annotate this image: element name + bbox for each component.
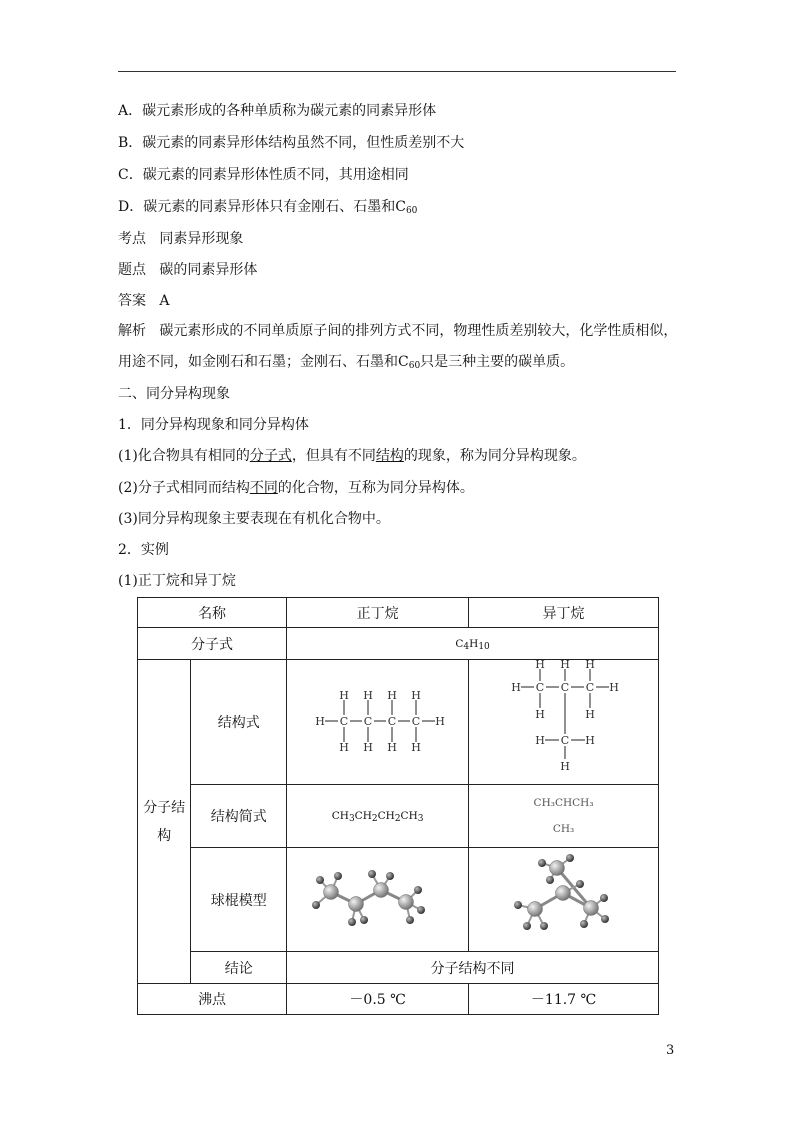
answer: 答案 A <box>118 293 170 309</box>
isobutane-structural-formula <box>469 660 659 785</box>
isobutane-ball-stick <box>469 848 659 952</box>
n-butane-ball-stick-model <box>298 850 458 945</box>
h-atom: H <box>534 660 545 671</box>
h-atom: H <box>314 715 325 728</box>
c-atom: C <box>363 715 372 728</box>
row-label-conclusion: 结论 <box>191 952 287 984</box>
hydrogen-ball <box>523 922 531 930</box>
carbon-ball <box>549 861 564 876</box>
comparison-table <box>137 597 659 1015</box>
h-atom: H <box>386 741 397 754</box>
hydrogen-ball <box>414 886 422 894</box>
h-atom: H <box>608 681 619 694</box>
hydrogen-ball <box>360 916 368 924</box>
hydrogen-ball <box>546 876 554 884</box>
page-number: 3 <box>666 1043 675 1058</box>
subsection-2: 2．实例 <box>118 542 169 558</box>
hydrogen-ball <box>580 920 588 928</box>
h-atom: H <box>362 689 373 702</box>
h-atom: H <box>584 734 595 747</box>
subsection-1: 1．同分异构现象和同分异构体 <box>118 417 309 433</box>
carbon-ball <box>555 886 570 901</box>
option-a: A．碳元素形成的各种单质称为碳元素的同素异形体 <box>118 103 437 119</box>
n-butane-ball-stick <box>287 848 469 952</box>
isobutane-condensed: CH₃CHCH₃ CH₃ <box>469 785 659 848</box>
group-label-structure: 分子结构 <box>138 660 191 984</box>
hydrogen-ball <box>538 859 546 867</box>
h-atom: H <box>510 681 521 694</box>
analysis-line1: 解析 碳元素形成的不同单质原子间的排列方式不同，物理性质差别较大，化学性质相似， <box>118 323 678 339</box>
row-label-ball-stick: 球棍模型 <box>191 848 287 952</box>
hydrogen-ball <box>406 916 414 924</box>
h-atom: H <box>559 660 570 671</box>
n-butane-structure-diagram <box>288 660 468 780</box>
c-atom: C <box>560 681 569 694</box>
isobutane-structure-diagram <box>474 660 654 780</box>
h-atom: H <box>386 689 397 702</box>
h-atom: H <box>559 760 570 773</box>
c-atom: C <box>411 715 420 728</box>
hydrogen-ball <box>348 918 356 926</box>
h-atom: H <box>410 741 421 754</box>
carbon-ball <box>348 897 363 912</box>
n-butane-boiling-point: －0.5 ℃ <box>287 984 469 1015</box>
h-atom: H <box>534 734 545 747</box>
hydrogen-ball <box>540 922 548 930</box>
row-label-boiling-point: 沸点 <box>138 984 287 1015</box>
tidian: 题点 碳的同素异形体 <box>118 262 258 278</box>
row-label-formula: 分子式 <box>138 628 287 660</box>
isobutane-boiling-point: －11.7 ℃ <box>469 984 659 1015</box>
carbon-ball <box>398 895 413 910</box>
c-atom: C <box>560 734 569 747</box>
h-atom: H <box>338 741 349 754</box>
header-isobutane: 异丁烷 <box>469 598 659 628</box>
row-label-condensed: 结构简式 <box>191 785 287 848</box>
carbon-ball <box>323 885 338 900</box>
option-b: B．碳元素的同素异形体结构虽然不同，但性质差别不大 <box>118 135 465 151</box>
point-3: (3)同分异构现象主要表现在有机化合物中。 <box>118 511 390 527</box>
hydrogen-ball <box>600 894 608 902</box>
hydrogen-ball <box>334 872 342 880</box>
h-atom: H <box>434 715 445 728</box>
carbon-ball <box>527 902 542 917</box>
c-atom: C <box>339 715 348 728</box>
carbon-ball <box>373 883 388 898</box>
h-atom: H <box>584 660 595 671</box>
point-1: (1)化合物具有相同的分子式，但具有不同结构的现象，称为同分异构现象。 <box>118 448 586 464</box>
option-d: D．碳元素的同素异形体只有金刚石、石墨和$C_{60}$ <box>118 199 418 216</box>
kaodian: 考点 同素异形现象 <box>118 231 244 247</box>
h-atom: H <box>362 741 373 754</box>
isobutane-ball-stick-model <box>484 850 644 945</box>
carbon-ball <box>583 901 598 916</box>
row-label-structural: 结构式 <box>191 660 287 785</box>
header-name: 名称 <box>138 598 287 628</box>
h-atom: H <box>338 689 349 702</box>
conclusion: 分子结构不同 <box>287 952 659 984</box>
header-n-butane: 正丁烷 <box>287 598 469 628</box>
h-atom: H <box>584 708 595 721</box>
hydrogen-ball <box>601 915 609 923</box>
h-atom: H <box>410 689 421 702</box>
c-atom: C <box>387 715 396 728</box>
molecular-formula: $C_4H_{10}$ <box>287 628 659 660</box>
hydrogen-ball <box>576 880 584 888</box>
hydrogen-ball <box>316 876 324 884</box>
h-atom: H <box>534 708 545 721</box>
hydrogen-ball <box>312 901 320 909</box>
example-heading: (1)正丁烷和异丁烷 <box>118 573 236 589</box>
point-2: (2)分子式相同而结构不同的化合物，互称为同分异构体。 <box>118 480 474 496</box>
hydrogen-ball <box>386 872 394 880</box>
hydrogen-ball <box>368 870 376 878</box>
n-butane-structural-formula <box>287 660 469 785</box>
hydrogen-ball <box>417 906 425 914</box>
header-rule <box>118 71 676 72</box>
option-c: C．碳元素的同素异形体性质不同，其用途相同 <box>118 167 409 183</box>
c-atom: C <box>535 681 544 694</box>
c-atom: C <box>585 681 594 694</box>
analysis-line2: 用途不同，如金刚石和石墨；金刚石、石墨和$C_{60}$只是三种主要的碳单质。 <box>118 354 575 371</box>
hydrogen-ball <box>514 901 522 909</box>
section-heading: 二、同分异构现象 <box>118 386 230 402</box>
hydrogen-ball <box>566 854 574 862</box>
n-butane-condensed: $CH_3CH_2CH_2CH_3$ <box>287 785 469 848</box>
